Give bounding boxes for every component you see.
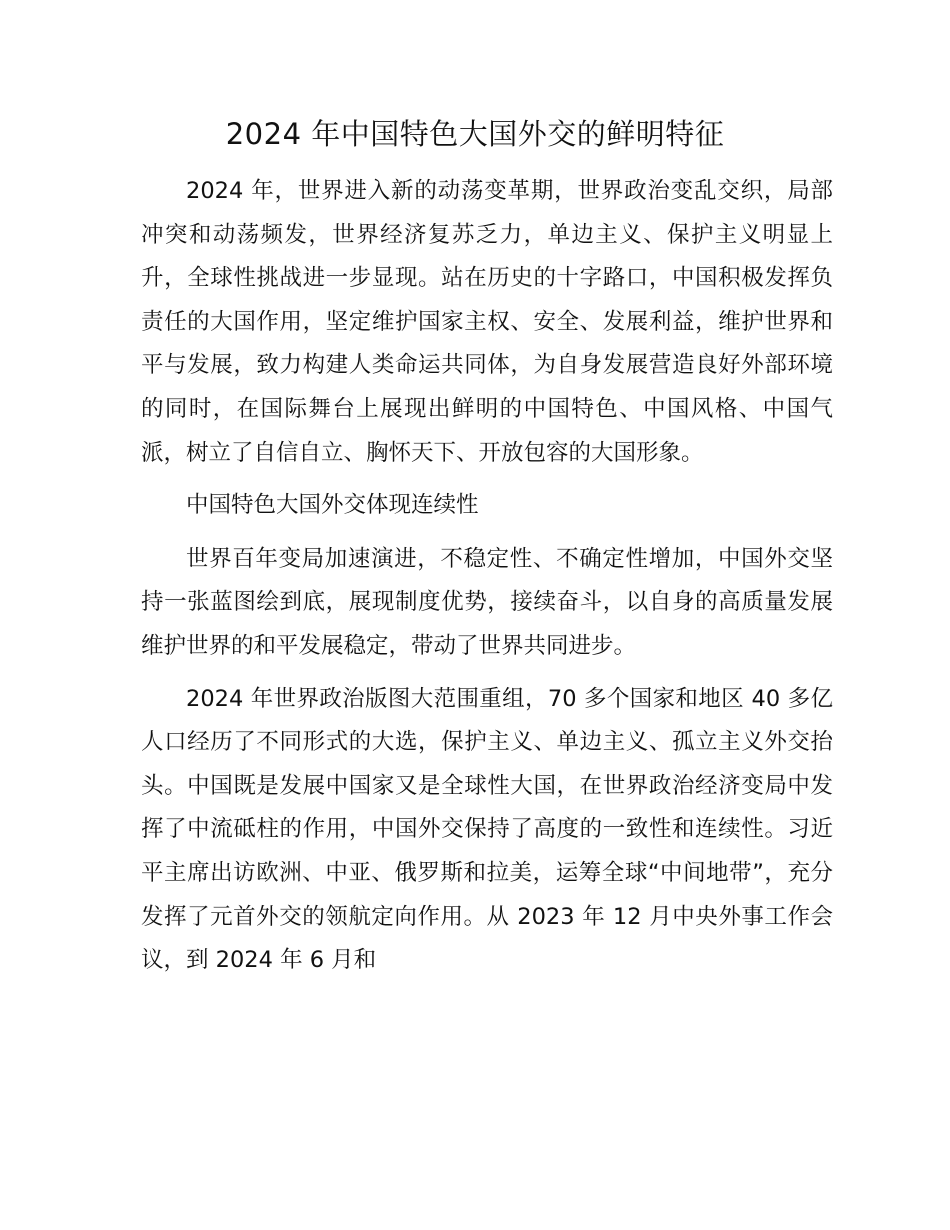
document-title: 2024 年中国特色大国外交的鲜明特征 bbox=[225, 117, 725, 151]
paragraph-intro: 2024 年，世界进入新的动荡变革期，世界政治变乱交织，局部冲突和动荡频发，世界经济复苏乏力，单边主义、保护主义明显上升，全球性挑战进一步显现。站在历史的十字路口，中国积极发挥负责任的大国作用，坚定维护国家主权、安全、发展利益，维护世界和平与发展，致力构建人类命运共同体，为自身发展营造良好外部环境的同时，在国际舞台上展现出鲜明的中国特色、中国风格、中国气派，树立了自信自立、胸怀天下、开放包容的大国形象。 bbox=[141, 178, 833, 466]
paragraph-blueprint: 世界百年变局加速演进，不稳定性、不确定性增加，中国外交坚持一张蓝图绘到底，展现制度优势，接续奋斗，以自身的高质量发展维护世界的和平发展稳定，带动了世界共同进步。 bbox=[141, 545, 833, 659]
section-heading-continuity: 中国特色大国外交体现连续性 bbox=[186, 492, 479, 519]
document-body bbox=[141, 170, 833, 992]
paragraph-2024-politics: 2024 年世界政治版图大范围重组，70 多个国家和地区 40 多亿人口经历了不同形式的大选，保护主义、单边主义、孤立主义外交抬头。中国既是发展中国家又是全球性大国，在世界政治经济变局中发挥了中流砥柱的作用，中国外交保持了高度的一致性和连续性。习近平主席出访欧洲、中亚、俄罗斯和拉美，运筹全球“中间地带”，充分发挥了元首外交的领航定向作用。从 2023 年 12 月中央外事工作会议，到 2024 年 6 月和 bbox=[141, 685, 833, 974]
